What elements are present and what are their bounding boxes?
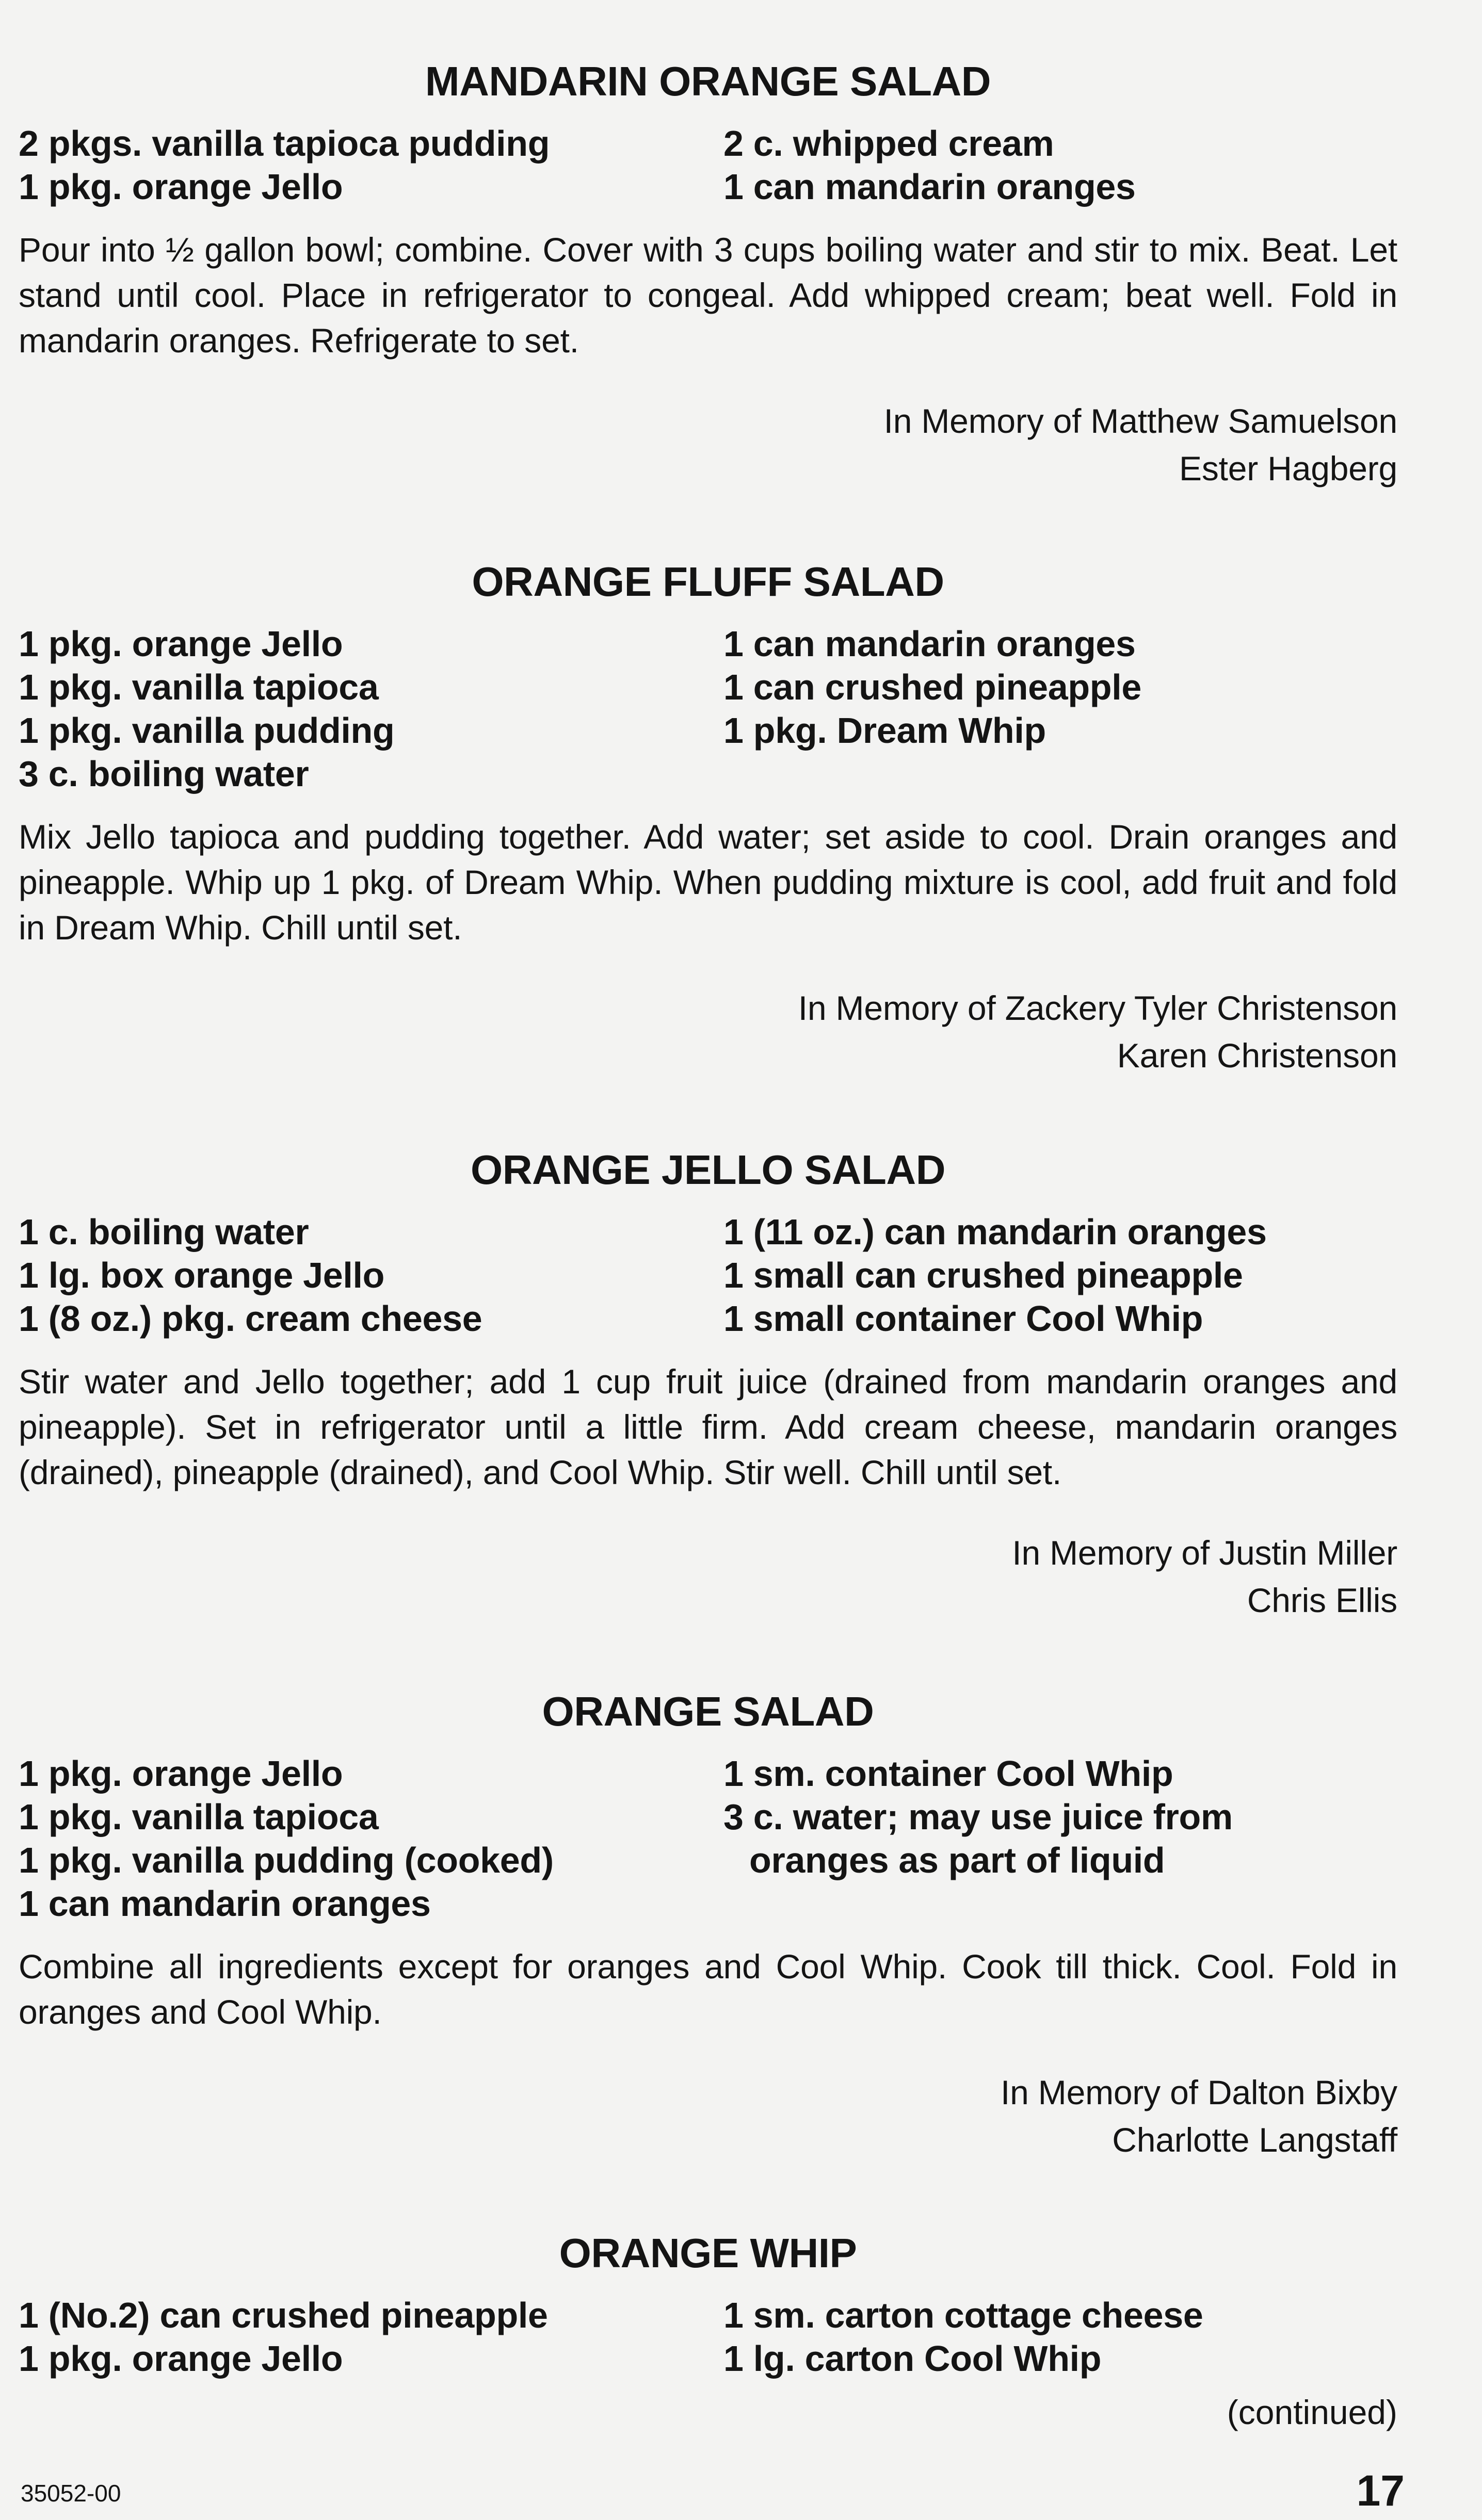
ingredient: 3 c. water; may use juice from [723, 1797, 1233, 1837]
recipe-directions: Stir water and Jello together; add 1 cup fruit juice (drained from mandarin oranges and pineapple). Set in refrigerator until a little firm. Add cream cheese, mandarin oranges (drained), pineapple (drained), and Cool Whip. Stir well. Chill until set. [19, 1362, 1397, 1491]
ingredient: 2 c. whipped cream [723, 123, 1054, 164]
recipe-title: MANDARIN ORANGE SALAD [425, 58, 991, 104]
ingredient: 1 pkg. Dream Whip [723, 710, 1046, 751]
ingredient: 1 pkg. orange Jello [19, 1753, 343, 1794]
ingredient: 1 sm. container Cool Whip [723, 1753, 1173, 1794]
ingredient: 1 (8 oz.) pkg. cream cheese [19, 1298, 482, 1339]
memorial-line: In Memory of Justin Miller [1012, 1534, 1397, 1572]
ingredient: oranges as part of liquid [749, 1840, 1165, 1880]
ingredient-list [19, 1752, 1397, 1925]
ingredient: 1 c. boiling water [19, 1212, 309, 1252]
ingredient: 2 pkgs. vanilla tapioca pudding [19, 123, 550, 164]
ingredient: 1 pkg. vanilla tapioca [19, 667, 379, 707]
recipe-title: ORANGE JELLO SALAD [471, 1147, 945, 1193]
recipe-directions: Pour into ½ gallon bowl; combine. Cover with 3 cups boiling water and stir to mix. Beat. Let stand until cool. Place in refrigerator to congeal. Add whipped cream; beat well. Fold in mandarin oranges. Refrigerate to set. [19, 231, 1397, 360]
ingredient: 3 c. boiling water [19, 754, 309, 794]
ingredient-list [19, 2294, 1397, 2380]
ingredient: 1 pkg. orange Jello [19, 2338, 343, 2379]
ingredient: 1 pkg. vanilla pudding (cooked) [19, 1840, 554, 1880]
memorial-line: In Memory of Dalton Bixby [1001, 2073, 1397, 2111]
ingredient: 1 pkg. vanilla tapioca [19, 1797, 379, 1837]
contributor-name: Karen Christenson [1117, 1036, 1397, 1075]
ingredient: 1 can mandarin oranges [19, 1883, 431, 1924]
ingredient-list [19, 122, 1397, 208]
continued-note: (continued) [1227, 2393, 1397, 2431]
ingredient: 1 sm. carton cottage cheese [723, 2295, 1203, 2335]
recipe-orange-whip [19, 2229, 1397, 2435]
ingredient: 1 pkg. vanilla pudding [19, 710, 395, 751]
recipe-orange-jello-salad [19, 1145, 1397, 1624]
recipe-title: ORANGE FLUFF SALAD [472, 559, 944, 605]
recipe-title: ORANGE SALAD [542, 1688, 874, 1734]
recipe-credits [19, 984, 1397, 1079]
ingredient: 1 pkg. orange Jello [19, 167, 343, 207]
recipe-credits [19, 2069, 1397, 2164]
ingredient: 1 can crushed pineapple [723, 667, 1142, 707]
contributor-name: Ester Hagberg [1179, 449, 1397, 487]
contributor-name: Charlotte Langstaff [1112, 2121, 1397, 2159]
recipe-title: ORANGE WHIP [559, 2230, 857, 2276]
recipe-orange-salad [19, 1687, 1397, 2164]
recipe-credits [19, 1529, 1397, 1624]
recipe-directions: Combine all ingredients except for oranges and Cool Whip. Cook till thick. Cool. Fold in oranges and Cool Whip. [19, 1947, 1397, 2031]
recipe-orange-fluff-salad [19, 557, 1397, 1079]
ingredient: 1 lg. carton Cool Whip [723, 2338, 1102, 2379]
ingredient: 1 (No.2) can crushed pineapple [19, 2295, 548, 2335]
recipe-mandarin-orange-salad [19, 57, 1397, 492]
memorial-line: In Memory of Matthew Samuelson [883, 402, 1397, 440]
ingredient: 1 (11 oz.) can mandarin oranges [723, 1212, 1267, 1252]
contributor-name: Chris Ellis [1247, 1581, 1397, 1619]
recipe-credits [19, 397, 1397, 492]
ingredient-list [19, 622, 1397, 795]
ingredient: 1 lg. box orange Jello [19, 1255, 385, 1295]
ingredient: 1 can mandarin oranges [723, 167, 1136, 207]
recipe-directions: Mix Jello tapioca and pudding together. Add water; set aside to cool. Drain oranges and pineapple. Whip up 1 pkg. of Dream Whip. When pudding mixture is cool, add fruit and fold in Dream Whip. Chill until set. [19, 818, 1397, 947]
ingredient-list [19, 1210, 1397, 1340]
memorial-line: In Memory of Zackery Tyler Christenson [798, 989, 1397, 1027]
ingredient: 1 can mandarin oranges [723, 624, 1136, 664]
page-number: 17 [1356, 2466, 1405, 2515]
ingredient: 1 small container Cool Whip [723, 1298, 1203, 1339]
ingredient: 1 small can crushed pineapple [723, 1255, 1243, 1295]
ingredient: 1 pkg. orange Jello [19, 624, 343, 664]
footer-code: 35052-00 [21, 2480, 121, 2507]
